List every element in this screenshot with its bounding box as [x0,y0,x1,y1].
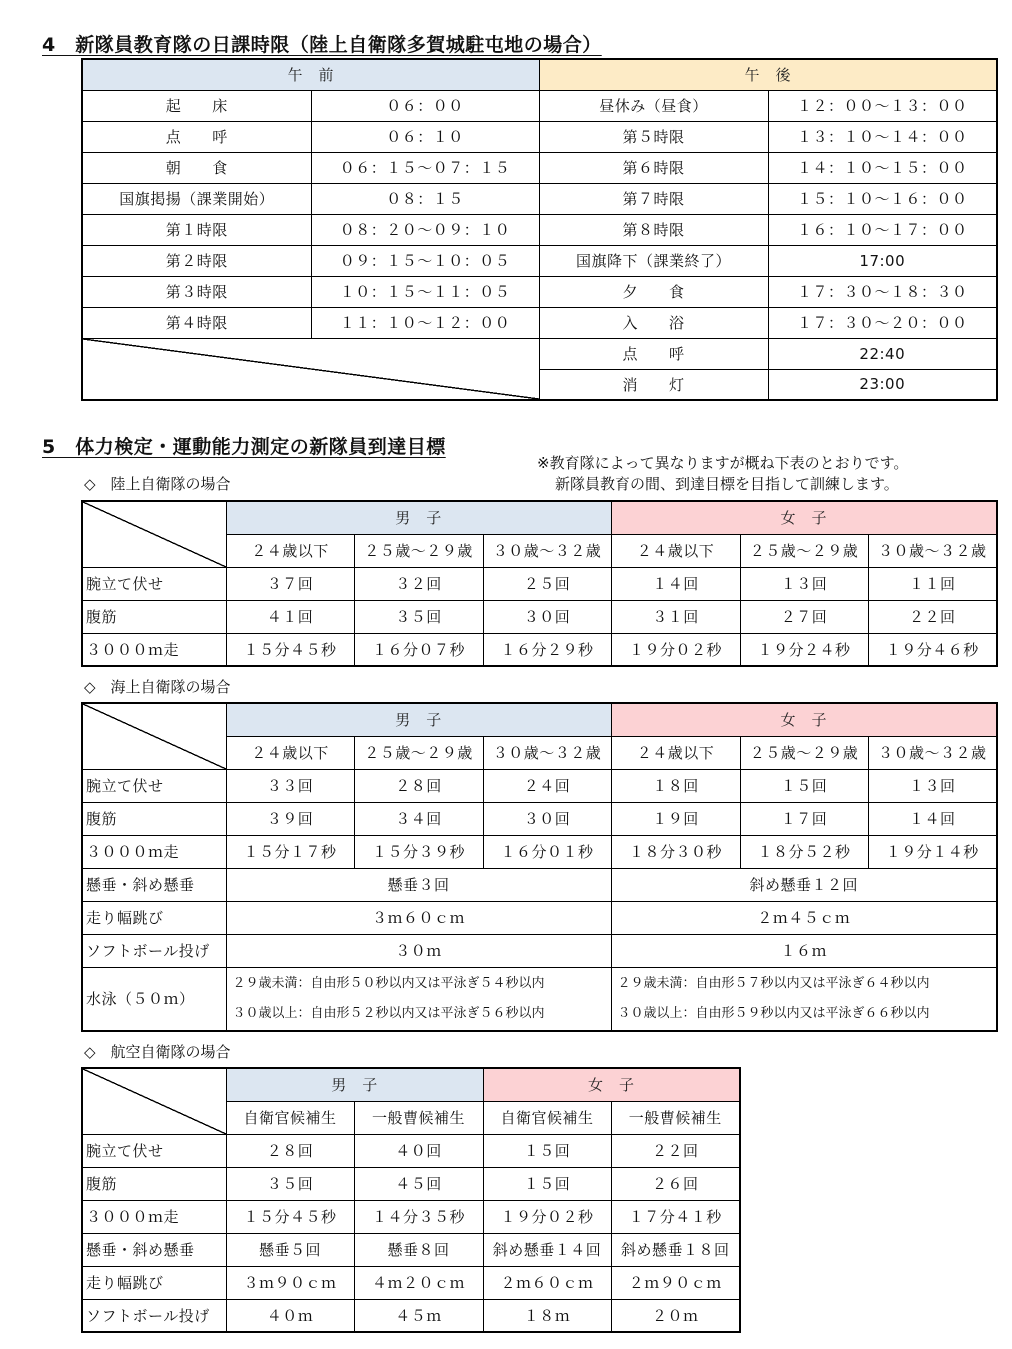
value-cell: １５分３９秒 [354,835,483,868]
swim-male-line-1: ２９歳未満：自由形５０秒以内又は平泳ぎ５４秒以内 [232,975,545,991]
schedule-pm-label: 入 浴 [539,307,768,338]
corner-diagonal-cell [82,1068,226,1134]
male-header: 男 子 [226,703,611,736]
value-cell: ３１回 [611,600,740,633]
schedule-am-time: １１：１０～１２：００ [311,307,539,338]
value-cell: ４ｍ２０ｃｍ [354,1266,483,1299]
value-cell: ４１回 [226,600,354,633]
schedule-am-label: 第２時限 [82,245,311,276]
value-cell: ３２回 [354,567,483,600]
row-label: 腕立て伏せ [82,1134,226,1167]
age-group-header: ３０歳～３２歳 [868,534,997,567]
value-cell: １９分２４秒 [740,633,868,666]
data-row [82,1299,740,1332]
age-group-header: ３０歳～３２歳 [483,534,611,567]
value-cell: ２４回 [483,769,611,802]
section4-title: 4 新隊員教育隊の日課時限（陸上自衛隊多賀城駐屯地の場合） [42,34,602,56]
data-row [82,769,997,802]
asdf-subtitle: ◇ 航空自衛隊の場合 [84,1043,231,1061]
schedule-pm-label: 夕 食 [539,276,768,307]
value-cell: １６分０１秒 [483,835,611,868]
swim-female-line-2: ３０歳以上：自由形５９秒以内又は平泳ぎ６６秒以内 [617,1005,930,1021]
schedule-am-time: ０９：１５～１０：０５ [311,245,539,276]
data-row [82,835,997,868]
asdf-table [81,1067,741,1333]
schedule-am-label: 第４時限 [82,307,311,338]
schedule-pm-label: 第８時限 [539,214,768,245]
data-row [82,600,997,633]
data-row [82,567,997,600]
schedule-am-time: ０８：２０～０９：１０ [311,214,539,245]
value-cell: 斜め懸垂１８回 [611,1233,740,1266]
schedule-am-label: 朝 食 [82,152,311,183]
schedule-rows [82,90,997,338]
schedule-row [82,121,997,152]
schedule-am-label: 点 呼 [82,121,311,152]
value-cell: ２５回 [483,567,611,600]
value-cell: １４回 [611,567,740,600]
value-cell: １９回 [611,802,740,835]
schedule-am-time: ０６：００ [311,90,539,121]
row-label: ３０００ｍ走 [82,835,226,868]
value-cell: ２６回 [611,1167,740,1200]
schedule-am-time: ０８：１５ [311,183,539,214]
swim-female-criteria [611,967,997,1031]
schedule-pm-time: １３：１０～１４：００ [768,121,997,152]
age-group-header: ２４歳以下 [611,534,740,567]
daily-schedule-table [81,58,998,401]
value-cell: ４５回 [354,1167,483,1200]
candidate-group-header: 一般曹候補生 [354,1101,483,1134]
value-cell: １１回 [868,567,997,600]
age-group-header: ２４歳以下 [226,736,354,769]
schedule-am-label: 国旗掲揚（課業開始） [82,183,311,214]
row-label: ３０００ｍ走 [82,633,226,666]
pm-header: 午 後 [539,59,997,90]
value-cell: ２０ｍ [611,1299,740,1332]
swim-male-line-2: ３０歳以上：自由形５２秒以内又は平泳ぎ５６秒以内 [232,1005,545,1021]
value-cell: ３５回 [226,1167,354,1200]
value-cell: 懸垂８回 [354,1233,483,1266]
value-cell: １６分２９秒 [483,633,611,666]
empty-diagonal-cell [82,338,539,400]
value-cell: １８分３０秒 [611,835,740,868]
row-label: ソフトボール投げ [82,1299,226,1332]
value-cell: ３９回 [226,802,354,835]
schedule-row [82,214,997,245]
row-label: 腕立て伏せ [82,567,226,600]
value-cell: ３７回 [226,567,354,600]
value-cell: 斜め懸垂１４回 [483,1233,611,1266]
value-cell: ４０ｍ [226,1299,354,1332]
female-header: 女 子 [611,703,997,736]
data-row [82,633,997,666]
value-cell: １３回 [868,769,997,802]
swim-male-criteria [226,967,611,1031]
gsdf-subtitle: ◇ 陸上自衛隊の場合 [84,475,231,493]
value-cell: ２ｍ６０ｃｍ [483,1266,611,1299]
msdf-subtitle: ◇ 海上自衛隊の場合 [84,678,231,696]
swim-label: 水泳（５０ｍ） [82,967,226,1031]
female-value-cell: 斜め懸垂１２回 [611,868,997,901]
value-cell: １５回 [483,1167,611,1200]
schedule-pm-label: 点 呼 [539,338,768,369]
value-cell: １８ｍ [483,1299,611,1332]
value-cell: ３ｍ９０ｃｍ [226,1266,354,1299]
value-cell: １７回 [740,802,868,835]
schedule-am-label: 起 床 [82,90,311,121]
row-label: ３０００ｍ走 [82,1200,226,1233]
male-header: 男 子 [226,1068,483,1101]
value-cell: １９分１４秒 [868,835,997,868]
schedule-pm-label: 国旗降下（課業終了） [539,245,768,276]
data-row [82,934,997,967]
value-cell: １５分４５秒 [226,633,354,666]
row-label: 走り幅跳び [82,1266,226,1299]
schedule-am-time: ０６：１５～０７：１５ [311,152,539,183]
schedule-pm-time: １７：３０～２０：００ [768,307,997,338]
data-row [82,802,997,835]
schedule-pm-time: １６：１０～１７：００ [768,214,997,245]
schedule-am-label: 第１時限 [82,214,311,245]
data-row [82,1167,740,1200]
row-label: 腕立て伏せ [82,769,226,802]
schedule-row [82,183,997,214]
value-cell: １９分４６秒 [868,633,997,666]
schedule-pm-time: １２：００～１３：００ [768,90,997,121]
female-value-cell: ２ｍ４５ｃｍ [611,901,997,934]
value-cell: ３０回 [483,802,611,835]
value-cell: ３４回 [354,802,483,835]
schedule-pm-label: 昼休み（昼食） [539,90,768,121]
candidate-group-header: 一般曹候補生 [611,1101,740,1134]
schedule-pm-time: １５：１０～１６：００ [768,183,997,214]
age-group-header: ２４歳以下 [226,534,354,567]
schedule-am-label: 第３時限 [82,276,311,307]
row-label: 懸垂・斜め懸垂 [82,868,226,901]
value-cell: ２２回 [868,600,997,633]
value-cell: ４５ｍ [354,1299,483,1332]
value-cell: 懸垂５回 [226,1233,354,1266]
corner-diagonal-cell [82,501,226,567]
female-header: 女 子 [611,501,997,534]
value-cell: １９分０２秒 [611,633,740,666]
schedule-pm-time: １７：３０～１８：３０ [768,276,997,307]
schedule-pm-time: １４：１０～１５：００ [768,152,997,183]
male-value-cell: 懸垂３回 [226,868,611,901]
value-cell: ２８回 [226,1134,354,1167]
row-label: ソフトボール投げ [82,934,226,967]
value-cell: １４回 [868,802,997,835]
value-cell: １３回 [740,567,868,600]
schedule-am-time: １０：１５～１１：０５ [311,276,539,307]
schedule-pm-label: 第６時限 [539,152,768,183]
row-label: 走り幅跳び [82,901,226,934]
note-line-1: ※教育隊によって異なりますが概ね下表のとおりです。 [537,454,909,472]
data-row [82,901,997,934]
row-label: 懸垂・斜め懸垂 [82,1233,226,1266]
schedule-row [82,245,997,276]
schedule-pm-time: 22:40 [768,338,997,369]
data-row [82,1134,740,1167]
schedule-row [82,276,997,307]
data-row [82,1200,740,1233]
value-cell: １５回 [740,769,868,802]
value-cell: １９分０２秒 [483,1200,611,1233]
female-value-cell: １６ｍ [611,934,997,967]
value-cell: １５分４５秒 [226,1200,354,1233]
age-group-header: ３０歳～３２歳 [483,736,611,769]
schedule-pm-time: 17:00 [768,245,997,276]
value-cell: ２２回 [611,1134,740,1167]
schedule-pm-time: 23:00 [768,369,997,400]
value-cell: １５回 [483,1134,611,1167]
data-row [82,1266,740,1299]
age-group-header: ２５歳～２９歳 [354,736,483,769]
corner-diagonal-cell [82,703,226,769]
female-header: 女 子 [483,1068,740,1101]
age-group-header: ２５歳～２９歳 [740,736,868,769]
value-cell: ３５回 [354,600,483,633]
msdf-table [81,702,998,1032]
row-label: 腹筋 [82,600,226,633]
value-cell: ３０回 [483,600,611,633]
male-value-cell: ３ｍ６０ｃｍ [226,901,611,934]
row-label: 腹筋 [82,802,226,835]
value-cell: １５分１７秒 [226,835,354,868]
value-cell: ２８回 [354,769,483,802]
row-label: 腹筋 [82,1167,226,1200]
age-group-header: ２４歳以下 [611,736,740,769]
value-cell: １６分０７秒 [354,633,483,666]
value-cell: １７分４１秒 [611,1200,740,1233]
male-value-cell: ３０ｍ [226,934,611,967]
schedule-pm-label: 第５時限 [539,121,768,152]
candidate-group-header: 自衛官候補生 [226,1101,354,1134]
section5-title: 5 体力検定・運動能力測定の新隊員到達目標 [42,436,446,458]
gsdf-table [81,500,998,667]
schedule-row [82,307,997,338]
swim-female-line-1: ２９歳未満：自由形５７秒以内又は平泳ぎ６４秒以内 [617,975,930,991]
data-row [82,1233,740,1266]
schedule-am-time: ０６：１０ [311,121,539,152]
schedule-pm-label: 消 灯 [539,369,768,400]
value-cell: １８回 [611,769,740,802]
value-cell: １８分５２秒 [740,835,868,868]
am-header: 午 前 [82,59,539,90]
value-cell: ３３回 [226,769,354,802]
age-group-header: ２５歳～２９歳 [740,534,868,567]
candidate-group-header: 自衛官候補生 [483,1101,611,1134]
value-cell: ４０回 [354,1134,483,1167]
age-group-header: ３０歳～３２歳 [868,736,997,769]
note-line-2: 新隊員教育の間、到達目標を目指して訓練します。 [555,475,899,493]
data-row [82,868,997,901]
age-group-header: ２５歳～２９歳 [354,534,483,567]
value-cell: ２７回 [740,600,868,633]
value-cell: ２ｍ９０ｃｍ [611,1266,740,1299]
schedule-row [82,90,997,121]
male-header: 男 子 [226,501,611,534]
schedule-row [82,152,997,183]
schedule-pm-label: 第７時限 [539,183,768,214]
value-cell: １４分３５秒 [354,1200,483,1233]
